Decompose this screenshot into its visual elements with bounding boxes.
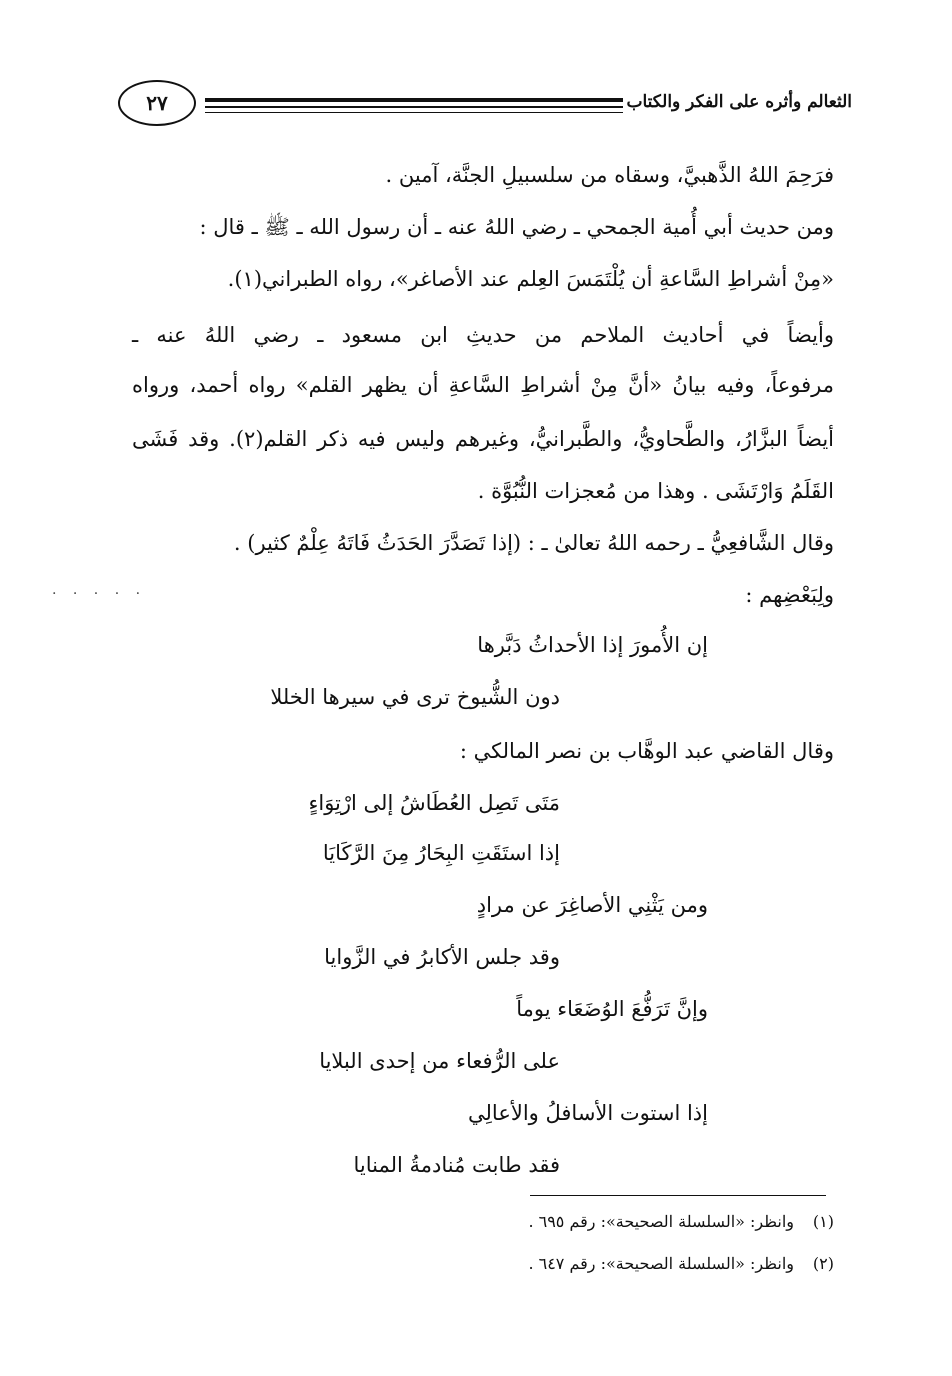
header-rule-medium bbox=[205, 106, 623, 108]
text-line: أيضاً البزَّارُ، والطَّحاويُّ، والطَّبرانيُّ، وغيرهم وليس فيه ذكر القلم(٢). وقد فَشَى bbox=[132, 427, 834, 451]
text-line: ولِبَعْضِهم : bbox=[745, 583, 834, 607]
poem-verse: إذا استوت الأسافلُ والأعالِي bbox=[468, 1101, 708, 1125]
footnote-text: وانظر: «السلسلة الصحيحة»: رقم ٦٤٧ . bbox=[528, 1254, 794, 1273]
footnote bbox=[528, 1254, 834, 1273]
poem-verse: دون الشُّيوخ ترى في سيرها الخللا bbox=[270, 685, 560, 709]
poem-verse: إن الأُمورَ إذا الأحداثُ دَبَّرها bbox=[477, 633, 708, 657]
footnote-number: (٢) bbox=[812, 1254, 834, 1273]
header-rule-thin bbox=[205, 112, 623, 113]
poem-verse: وقد جلس الأكابرُ في الزَّوايا bbox=[324, 945, 560, 969]
footnote-text: وانظر: «السلسلة الصحيحة»: رقم ٦٩٥ . bbox=[528, 1212, 794, 1231]
page-number: ٢٧ bbox=[118, 80, 196, 126]
poem-verse: ومن يَثْنِي الأصاغِرَ عن مرادٍ bbox=[476, 893, 708, 917]
footnote-number: (١) bbox=[812, 1212, 834, 1231]
text-line: وقال الشَّافعِيُّ ـ رحمه اللهُ تعالىٰ ـ : (إذا تَصَدَّرَ الحَدَثُ فَاتَهُ عِلْمٌ كثير) . bbox=[233, 531, 834, 555]
text-line: القَلَمُ وَارْتَشَى . وهذا من مُعجزات النُّبُوَّة . bbox=[477, 479, 834, 503]
poem-verse: وإنَّ تَرَفُّعَ الوُضَعَاء يوماً bbox=[516, 997, 708, 1021]
text-line: ومن حديث أبي أُمية الجمحي ـ رضي اللهُ عنه ـ أن رسول الله ـ ﷺ ـ قال : bbox=[199, 215, 834, 239]
poem-verse: على الرُّفعاء من إحدى البلايا bbox=[319, 1049, 560, 1073]
margin-dots: . . . . . bbox=[52, 582, 147, 598]
footnote bbox=[528, 1212, 834, 1231]
poem-verse: إذا استَقَتِ البِحَارُ مِنَ الرَّكَايَا bbox=[322, 841, 560, 865]
text-line: وأيضاً في أحاديث الملاحم من حديثِ ابن مسعود ـ رضي اللهُ عنه ـ bbox=[132, 323, 834, 347]
text-line: وقال القاضي عبد الوهَّاب بن نصر المالكي : bbox=[459, 739, 834, 763]
text-line: مرفوعاً، وفيه بيانُ «أنَّ مِنْ أشراطِ السَّاعةِ أن يظهر القلم» رواه أحمد، ورواه bbox=[132, 373, 834, 397]
text-line: «مِنْ أشراطِ السَّاعةِ أن يُلْتَمَسَ العِلم عند الأصاغر»، رواه الطبراني(١). bbox=[227, 267, 834, 291]
poem-verse: مَتَى تَصِل العُطَاشُ إلى ارْتِوَاءٍ bbox=[308, 791, 560, 815]
running-header-title: الثعالم وأثره على الفكر والكتاب bbox=[626, 92, 852, 112]
text-line: فرَحِمَ اللهُ الذَّهبيَّ، وسقاه من سلسبيلِ الجنَّة، آمين . bbox=[385, 163, 834, 187]
footnote-rule bbox=[530, 1195, 826, 1196]
header-rule-thick bbox=[205, 98, 623, 102]
poem-verse: فقد طابت مُنادمةُ المنايا bbox=[353, 1153, 560, 1177]
